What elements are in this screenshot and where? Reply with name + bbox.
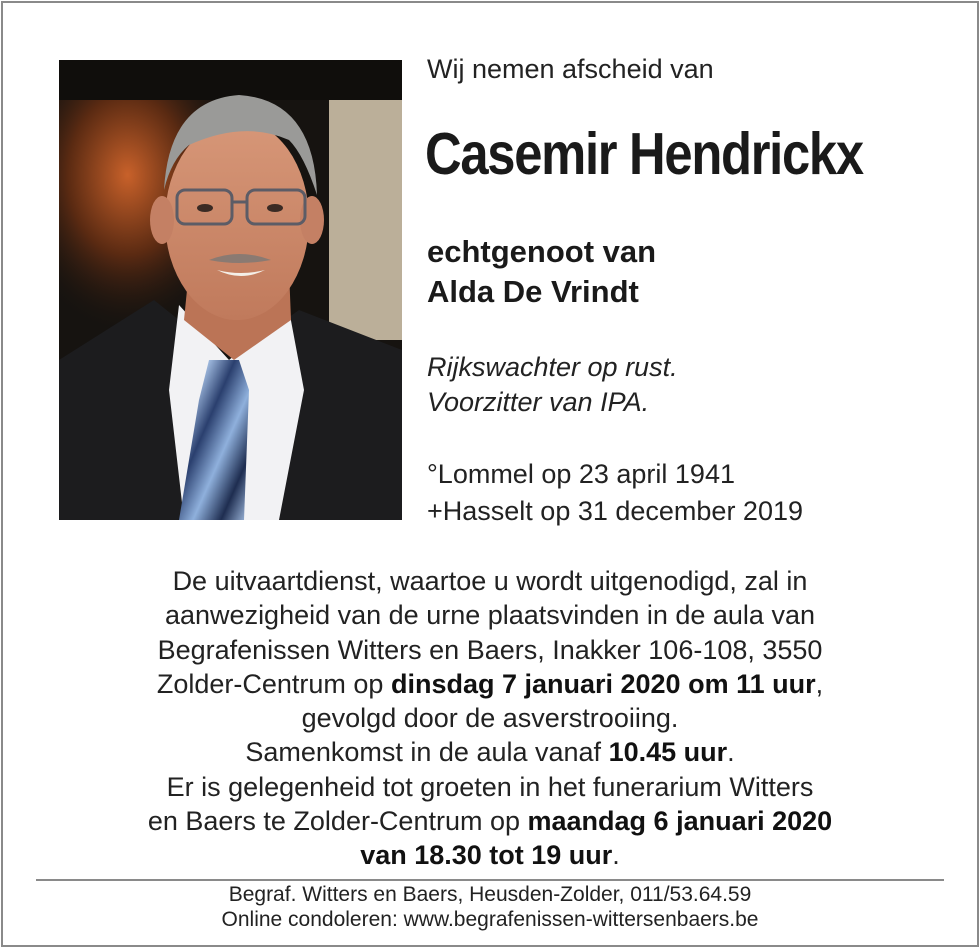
spouse-line-2: Alda De Vrindt (427, 274, 639, 309)
service-line-9 (40, 838, 940, 872)
service-line-7: Er is gelegenheid tot groeten in het funerarium Witters (166, 771, 814, 802)
death-line: +Hasselt op 31 december 2019 (427, 496, 803, 526)
service-line-6-pre: Samenkomst in de aula vanaf (245, 737, 609, 768)
service-line-4 (40, 667, 940, 701)
role-1: Rijkswachter op rust. (427, 352, 678, 382)
footer (40, 882, 940, 932)
role-2: Voorzitter van IPA. (427, 387, 650, 417)
service-line-8 (40, 804, 940, 838)
spouse-line-1: echtgenoot van (427, 234, 657, 269)
footer-divider (36, 879, 944, 881)
portrait-photo (59, 60, 402, 520)
service-date: dinsdag 7 januari 2020 om 11 uur (390, 668, 816, 699)
dates-block (427, 456, 803, 530)
deceased-name: Casemir Hendrickx (425, 121, 863, 187)
service-line-2: aanwezigheid van de urne plaatsvinden in de aula van (165, 600, 815, 631)
service-line-9-post: . (612, 840, 620, 871)
birth-line: °Lommel op 23 april 1941 (427, 459, 735, 489)
visitation-date: maandag 6 januari 2020 (527, 806, 833, 837)
footer-contact: Begraf. Witters en Baers, Heusden-Zolder, 011/53.64.59 (228, 883, 752, 906)
visitation-time: van 18.30 tot 19 uur (360, 840, 613, 871)
service-line-6-post: . (727, 737, 735, 768)
service-line-8-pre: en Baers te Zolder-Centrum op (147, 806, 528, 837)
service-line-4-post: , (815, 668, 824, 699)
gathering-time: 10.45 uur (608, 737, 728, 768)
roles-block (427, 350, 678, 420)
service-text (40, 564, 940, 873)
service-line-5: gevolgd door de asverstrooiing. (301, 703, 679, 734)
intro-text: Wij nemen afscheid van (427, 54, 714, 84)
spouse-block (427, 232, 656, 312)
service-line-3: Begrafenissen Witters en Baers, Inakker 106-108, 3550 (157, 634, 823, 665)
portrait-illustration (59, 60, 402, 520)
footer-condolence: Online condoleren: www.begrafenissen-wittersenbaers.be (221, 908, 759, 931)
service-line-1: De uitvaartdienst, waartoe u wordt uitgenodigd, zal in (172, 566, 808, 596)
service-line-4-pre: Zolder-Centrum op (156, 668, 391, 699)
service-line-6 (40, 735, 940, 769)
